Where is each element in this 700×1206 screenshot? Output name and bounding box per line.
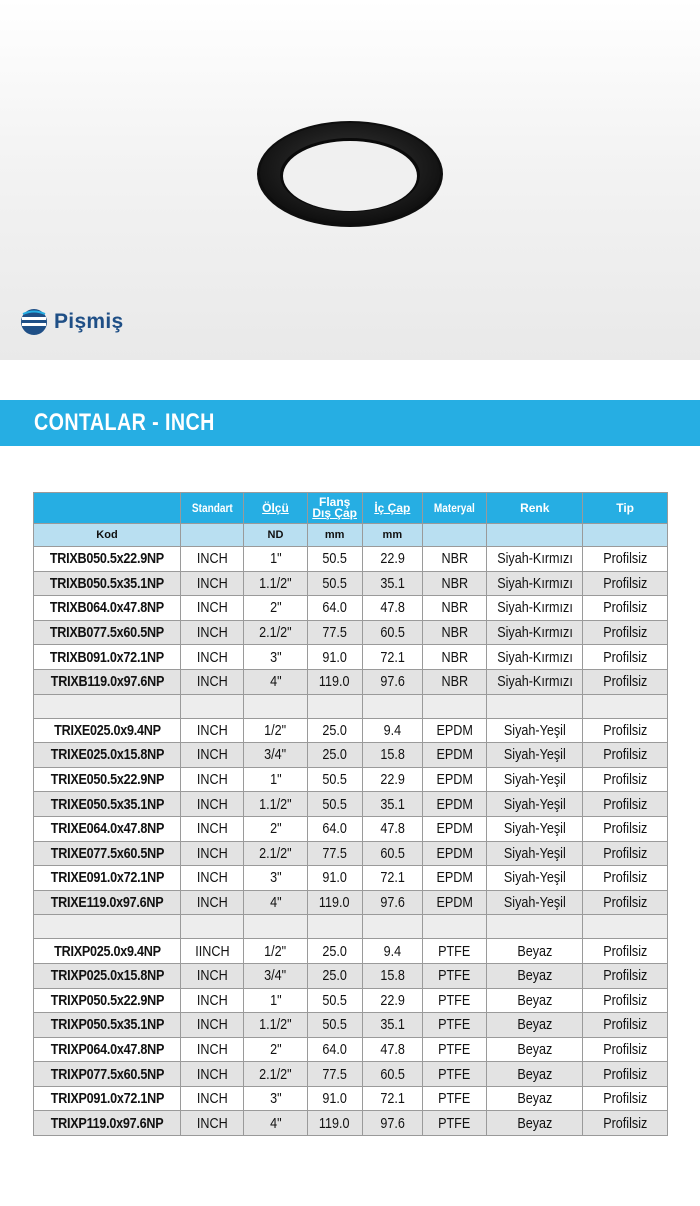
cell-materyal: EPDM	[422, 890, 486, 915]
cell-tip: Profilsiz	[583, 767, 668, 792]
cell-olcu: 3/4"	[244, 743, 307, 768]
cell-olcu: 1.1/2"	[244, 571, 307, 596]
cell-dis-cap: 50.5	[307, 792, 362, 817]
col-header-renk: Renk	[487, 493, 583, 524]
table-row	[34, 939, 668, 964]
cell-tip: Profilsiz	[583, 1013, 668, 1038]
section-title: CONTALAR - INCH	[34, 409, 215, 436]
table-row	[34, 866, 668, 891]
cell-renk: Siyah-Yeşil	[487, 841, 583, 866]
cell-renk: Siyah-Yeşil	[487, 890, 583, 915]
subheader-flans: mm	[307, 524, 362, 547]
cell-ic-cap: 22.9	[362, 988, 422, 1013]
cell-tip: Profilsiz	[583, 1086, 668, 1111]
cell-kod: TRIXE091.0x72.1NP	[34, 866, 181, 891]
cell-renk: Siyah-Yeşil	[487, 816, 583, 841]
cell-kod: TRIXE050.5x35.1NP	[34, 792, 181, 817]
cell-tip: Profilsiz	[583, 571, 668, 596]
cell-kod: TRIXE050.5x22.9NP	[34, 767, 181, 792]
cell-dis-cap: 91.0	[307, 645, 362, 670]
cell-kod: TRIXE077.5x60.5NP	[34, 841, 181, 866]
cell-standart: INCH	[181, 816, 244, 841]
spacer-cell	[244, 694, 307, 718]
cell-standart: INCH	[181, 1111, 244, 1136]
table-header-row	[34, 493, 668, 524]
cell-renk: Siyah-Yeşil	[487, 743, 583, 768]
cell-kod: TRIXE025.0x15.8NP	[34, 743, 181, 768]
cell-dis-cap: 25.0	[307, 963, 362, 988]
cell-olcu: 2"	[244, 1037, 307, 1062]
cell-standart: INCH	[181, 963, 244, 988]
cell-olcu: 1.1/2"	[244, 792, 307, 817]
cell-dis-cap: 25.0	[307, 718, 362, 743]
cell-materyal: PTFE	[422, 1111, 486, 1136]
spacer-cell	[487, 915, 583, 939]
cell-renk: Siyah-Yeşil	[487, 866, 583, 891]
cell-standart: INCH	[181, 718, 244, 743]
cell-renk: Siyah-Yeşil	[487, 767, 583, 792]
spacer-cell	[34, 915, 181, 939]
cell-dis-cap: 64.0	[307, 816, 362, 841]
cell-ic-cap: 60.5	[362, 841, 422, 866]
cell-kod: TRIXB091.0x72.1NP	[34, 645, 181, 670]
spacer-cell	[422, 694, 486, 718]
cell-standart: INCH	[181, 1062, 244, 1087]
cell-dis-cap: 25.0	[307, 743, 362, 768]
cell-kod: TRIXB077.5x60.5NP	[34, 620, 181, 645]
cell-tip: Profilsiz	[583, 743, 668, 768]
spacer-cell	[34, 694, 181, 718]
cell-renk: Beyaz	[487, 1062, 583, 1087]
cell-materyal: PTFE	[422, 963, 486, 988]
cell-kod: TRIXP077.5x60.5NP	[34, 1062, 181, 1087]
cell-kod: TRIXB050.5x35.1NP	[34, 571, 181, 596]
cell-ic-cap: 15.8	[362, 963, 422, 988]
spacer-cell	[307, 694, 362, 718]
cell-materyal: PTFE	[422, 939, 486, 964]
table-row	[34, 645, 668, 670]
spacer-cell	[583, 915, 668, 939]
cell-kod: TRIXB119.0x97.6NP	[34, 669, 181, 694]
cell-renk: Siyah-Kırmızı	[487, 571, 583, 596]
table-subheader-row	[34, 524, 668, 547]
cell-materyal: PTFE	[422, 1086, 486, 1111]
subheader-ic-cap: mm	[362, 524, 422, 547]
cell-tip: Profilsiz	[583, 939, 668, 964]
cell-ic-cap: 9.4	[362, 718, 422, 743]
cell-materyal: EPDM	[422, 816, 486, 841]
cell-olcu: 1"	[244, 547, 307, 572]
cell-renk: Siyah-Kırmızı	[487, 547, 583, 572]
cell-ic-cap: 72.1	[362, 1086, 422, 1111]
cell-ic-cap: 97.6	[362, 669, 422, 694]
cell-dis-cap: 91.0	[307, 1086, 362, 1111]
cell-tip: Profilsiz	[583, 1111, 668, 1136]
cell-kod: TRIXE064.0x47.8NP	[34, 816, 181, 841]
subheader-olcu: ND	[244, 524, 307, 547]
cell-olcu: 4"	[244, 890, 307, 915]
cell-standart: INCH	[181, 1013, 244, 1038]
cell-materyal: EPDM	[422, 743, 486, 768]
cell-ic-cap: 15.8	[362, 743, 422, 768]
cell-dis-cap: 77.5	[307, 620, 362, 645]
cell-dis-cap: 119.0	[307, 669, 362, 694]
cell-renk: Siyah-Kırmızı	[487, 596, 583, 621]
spacer-cell	[244, 915, 307, 939]
cell-olcu: 2.1/2"	[244, 841, 307, 866]
cell-olcu: 3"	[244, 645, 307, 670]
cell-olcu: 1/2"	[244, 718, 307, 743]
cell-tip: Profilsiz	[583, 620, 668, 645]
product-hero	[0, 0, 700, 360]
cell-olcu: 2"	[244, 816, 307, 841]
table-row	[34, 669, 668, 694]
cell-kod: TRIXP025.0x15.8NP	[34, 963, 181, 988]
cell-renk: Beyaz	[487, 988, 583, 1013]
table-row	[34, 988, 668, 1013]
cell-olcu: 2"	[244, 596, 307, 621]
cell-dis-cap: 50.5	[307, 547, 362, 572]
spacer-cell	[362, 694, 422, 718]
cell-dis-cap: 50.5	[307, 571, 362, 596]
cell-dis-cap: 64.0	[307, 596, 362, 621]
cell-tip: Profilsiz	[583, 792, 668, 817]
spacer-cell	[181, 694, 244, 718]
cell-dis-cap: 119.0	[307, 1111, 362, 1136]
cell-ic-cap: 72.1	[362, 645, 422, 670]
cell-ic-cap: 35.1	[362, 571, 422, 596]
cell-kod: TRIXP119.0x97.6NP	[34, 1111, 181, 1136]
cell-standart: INCH	[181, 571, 244, 596]
cell-ic-cap: 47.8	[362, 596, 422, 621]
spacer-cell	[583, 694, 668, 718]
cell-dis-cap: 119.0	[307, 890, 362, 915]
subheader-standart	[181, 524, 244, 547]
cell-kod: TRIXP064.0x47.8NP	[34, 1037, 181, 1062]
cell-olcu: 1"	[244, 988, 307, 1013]
col-header-tip: Tip	[583, 493, 668, 524]
cell-materyal: NBR	[422, 571, 486, 596]
table-row	[34, 792, 668, 817]
group-spacer-row	[34, 694, 668, 718]
cell-ic-cap: 47.8	[362, 816, 422, 841]
col-header-ic-cap: İç Çap	[362, 493, 422, 524]
cell-materyal: NBR	[422, 669, 486, 694]
cell-standart: INCH	[181, 1037, 244, 1062]
cell-kod: TRIXE119.0x97.6NP	[34, 890, 181, 915]
col-header-kod	[34, 493, 181, 524]
table-row	[34, 571, 668, 596]
cell-renk: Siyah-Yeşil	[487, 792, 583, 817]
cell-ic-cap: 97.6	[362, 890, 422, 915]
table-row	[34, 596, 668, 621]
cell-materyal: EPDM	[422, 792, 486, 817]
cell-renk: Beyaz	[487, 1086, 583, 1111]
cell-materyal: PTFE	[422, 1037, 486, 1062]
product-table	[33, 492, 668, 1136]
cell-standart: INCH	[181, 988, 244, 1013]
cell-standart: INCH	[181, 547, 244, 572]
cell-dis-cap: 50.5	[307, 1013, 362, 1038]
cell-renk: Beyaz	[487, 963, 583, 988]
cell-olcu: 4"	[244, 669, 307, 694]
table-row	[34, 1013, 668, 1038]
cell-standart: INCH	[181, 866, 244, 891]
cell-olcu: 2.1/2"	[244, 620, 307, 645]
cell-tip: Profilsiz	[583, 669, 668, 694]
cell-standart: INCH	[181, 890, 244, 915]
cell-renk: Beyaz	[487, 939, 583, 964]
cell-tip: Profilsiz	[583, 988, 668, 1013]
cell-dis-cap: 77.5	[307, 841, 362, 866]
cell-materyal: PTFE	[422, 1013, 486, 1038]
cell-kod: TRIXP025.0x9.4NP	[34, 939, 181, 964]
cell-materyal: EPDM	[422, 718, 486, 743]
subheader-tip	[583, 524, 668, 547]
cell-kod: TRIXB064.0x47.8NP	[34, 596, 181, 621]
cell-kod: TRIXP050.5x35.1NP	[34, 1013, 181, 1038]
cell-ic-cap: 60.5	[362, 620, 422, 645]
subheader-kod: Kod	[34, 524, 181, 547]
cell-standart: INCH	[181, 669, 244, 694]
cell-tip: Profilsiz	[583, 841, 668, 866]
col-header-flans: Flanş Dış Çap	[307, 493, 362, 524]
cell-standart: INCH	[181, 620, 244, 645]
cell-ic-cap: 47.8	[362, 1037, 422, 1062]
cell-tip: Profilsiz	[583, 1062, 668, 1087]
spacer-cell	[487, 694, 583, 718]
cell-dis-cap: 91.0	[307, 866, 362, 891]
cell-standart: INCH	[181, 792, 244, 817]
cell-olcu: 1"	[244, 767, 307, 792]
cell-tip: Profilsiz	[583, 596, 668, 621]
cell-ic-cap: 60.5	[362, 1062, 422, 1087]
subheader-materyal	[422, 524, 486, 547]
brand-logo	[20, 308, 124, 336]
cell-olcu: 1.1/2"	[244, 1013, 307, 1038]
cell-materyal: PTFE	[422, 1062, 486, 1087]
cell-olcu: 1/2"	[244, 939, 307, 964]
cell-materyal: NBR	[422, 645, 486, 670]
cell-olcu: 3/4"	[244, 963, 307, 988]
table-row	[34, 743, 668, 768]
cell-tip: Profilsiz	[583, 816, 668, 841]
cell-materyal: PTFE	[422, 988, 486, 1013]
cell-tip: Profilsiz	[583, 890, 668, 915]
cell-dis-cap: 25.0	[307, 939, 362, 964]
table-row	[34, 1037, 668, 1062]
cell-renk: Siyah-Kırmızı	[487, 620, 583, 645]
table-row	[34, 963, 668, 988]
col-header-materyal: Materyal	[422, 493, 486, 524]
gasket-ring-image	[255, 118, 445, 228]
cell-standart: INCH	[181, 1086, 244, 1111]
subheader-renk	[487, 524, 583, 547]
cell-dis-cap: 50.5	[307, 988, 362, 1013]
table-row	[34, 767, 668, 792]
cell-materyal: NBR	[422, 596, 486, 621]
brand-name: Pişmiş	[54, 310, 124, 333]
table-row	[34, 547, 668, 572]
cell-olcu: 4"	[244, 1111, 307, 1136]
cell-standart: INCH	[181, 743, 244, 768]
cell-standart: INCH	[181, 596, 244, 621]
cell-standart: INCH	[181, 767, 244, 792]
cell-materyal: EPDM	[422, 866, 486, 891]
cell-dis-cap: 64.0	[307, 1037, 362, 1062]
col-header-olcu: Ölçü	[244, 493, 307, 524]
cell-renk: Siyah-Kırmızı	[487, 645, 583, 670]
table-body	[34, 547, 668, 1136]
cell-standart: INCH	[181, 645, 244, 670]
cell-materyal: NBR	[422, 620, 486, 645]
cell-dis-cap: 77.5	[307, 1062, 362, 1087]
cell-ic-cap: 35.1	[362, 1013, 422, 1038]
table-row	[34, 1062, 668, 1087]
spacer-cell	[422, 915, 486, 939]
cell-ic-cap: 72.1	[362, 866, 422, 891]
cell-kod: TRIXB050.5x22.9NP	[34, 547, 181, 572]
table-row	[34, 1111, 668, 1136]
cell-renk: Beyaz	[487, 1037, 583, 1062]
table-row	[34, 841, 668, 866]
brand-mark-icon	[20, 308, 48, 336]
group-spacer-row	[34, 915, 668, 939]
cell-kod: TRIXP091.0x72.1NP	[34, 1086, 181, 1111]
cell-kod: TRIXP050.5x22.9NP	[34, 988, 181, 1013]
cell-materyal: EPDM	[422, 767, 486, 792]
cell-tip: Profilsiz	[583, 718, 668, 743]
cell-olcu: 3"	[244, 1086, 307, 1111]
cell-ic-cap: 22.9	[362, 767, 422, 792]
cell-dis-cap: 50.5	[307, 767, 362, 792]
cell-tip: Profilsiz	[583, 645, 668, 670]
spacer-cell	[307, 915, 362, 939]
cell-ic-cap: 22.9	[362, 547, 422, 572]
cell-tip: Profilsiz	[583, 1037, 668, 1062]
cell-tip: Profilsiz	[583, 963, 668, 988]
table-row	[34, 718, 668, 743]
cell-renk: Beyaz	[487, 1111, 583, 1136]
cell-olcu: 2.1/2"	[244, 1062, 307, 1087]
cell-ic-cap: 35.1	[362, 792, 422, 817]
table-row	[34, 1086, 668, 1111]
table-row	[34, 816, 668, 841]
table-row	[34, 890, 668, 915]
spacer-cell	[181, 915, 244, 939]
col-header-standart: Standart	[181, 493, 244, 524]
cell-kod: TRIXE025.0x9.4NP	[34, 718, 181, 743]
cell-ic-cap: 97.6	[362, 1111, 422, 1136]
cell-ic-cap: 9.4	[362, 939, 422, 964]
cell-renk: Siyah-Kırmızı	[487, 669, 583, 694]
cell-materyal: NBR	[422, 547, 486, 572]
cell-standart: INCH	[181, 841, 244, 866]
spacer-cell	[362, 915, 422, 939]
cell-tip: Profilsiz	[583, 547, 668, 572]
cell-olcu: 3"	[244, 866, 307, 891]
section-banner	[0, 400, 700, 446]
cell-standart: IINCH	[181, 939, 244, 964]
cell-renk: Siyah-Yeşil	[487, 718, 583, 743]
cell-renk: Beyaz	[487, 1013, 583, 1038]
cell-tip: Profilsiz	[583, 866, 668, 891]
table-row	[34, 620, 668, 645]
cell-materyal: EPDM	[422, 841, 486, 866]
